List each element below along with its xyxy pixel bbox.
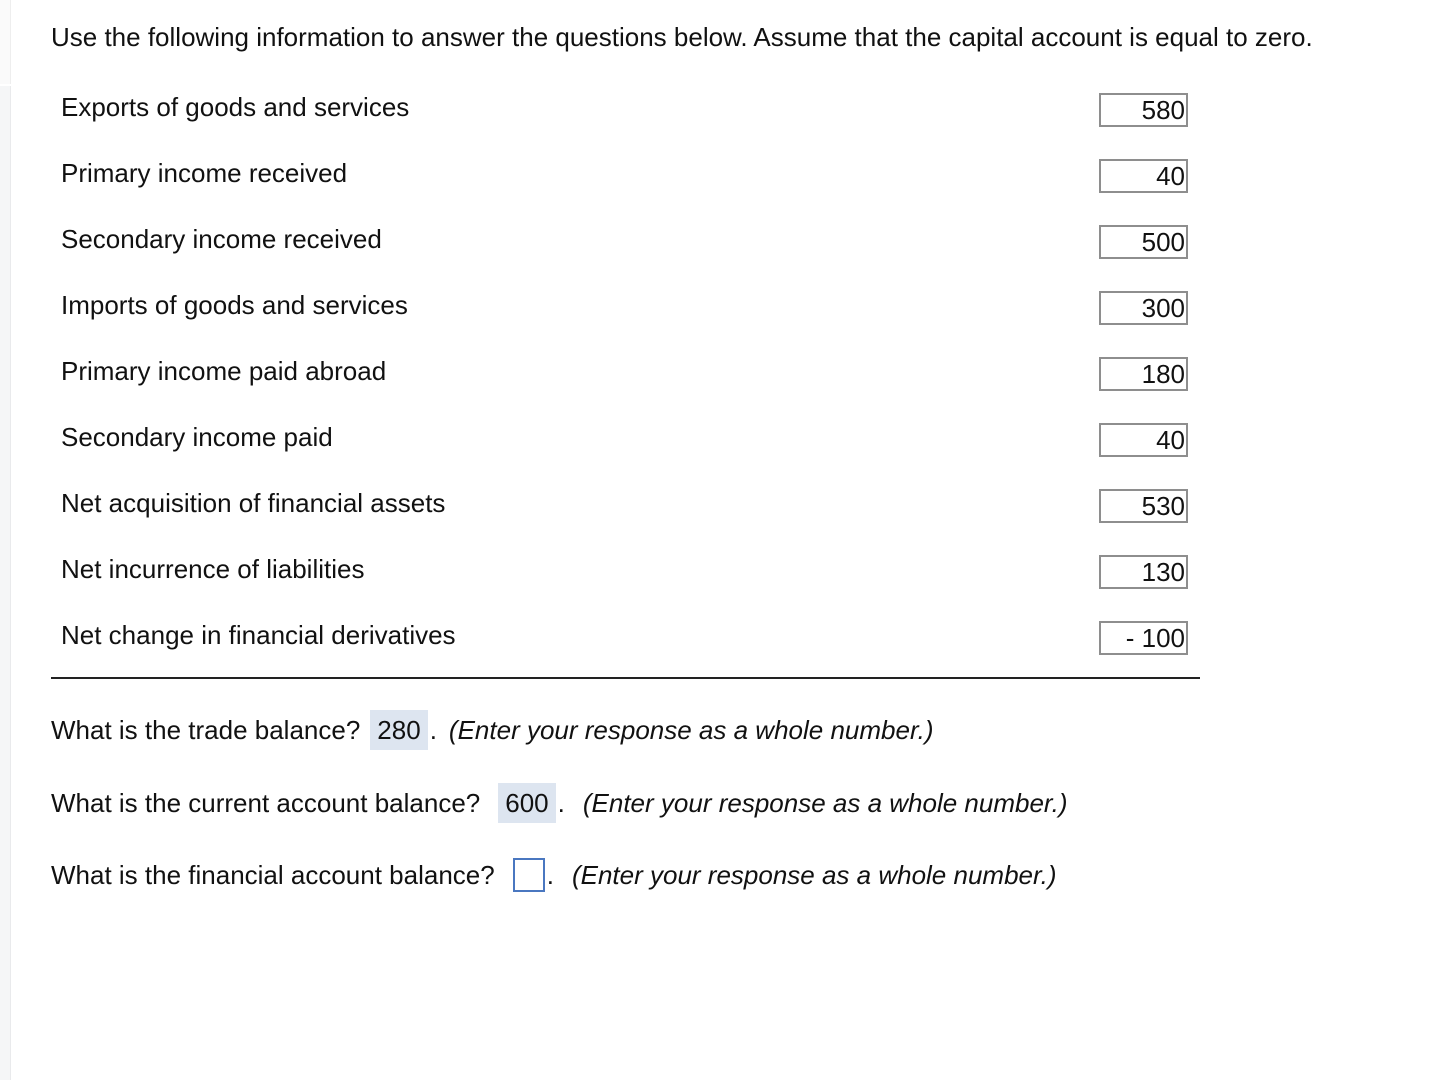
question-hint: (Enter your response as a whole number.) [571, 860, 1057, 890]
data-row-liabilities [61, 552, 1196, 592]
row-value: - 100 [1099, 621, 1188, 655]
instructions-text: Use the following information to answer the questions below. Assume that the capital account is equal to zero. [51, 22, 1313, 52]
row-label: Imports of goods and services [61, 290, 408, 320]
row-label: Primary income paid abroad [61, 356, 387, 386]
row-label: Primary income received [61, 158, 348, 188]
row-value: 300 [1099, 291, 1188, 325]
question-current-account [51, 783, 1067, 823]
question-financial-account [51, 858, 1057, 892]
row-label: Net incurrence of liabilities [61, 554, 365, 584]
row-value: 500 [1099, 225, 1188, 259]
data-row-secondary-income-received [61, 222, 1196, 262]
row-value: 130 [1099, 555, 1188, 589]
question-text: What is the financial account balance? [51, 860, 495, 890]
question-trade-balance [51, 710, 934, 750]
row-value: 40 [1099, 423, 1188, 457]
answer-financial-account-input[interactable] [513, 858, 545, 892]
section-divider [51, 677, 1200, 679]
question-text: What is the current account balance? [51, 788, 481, 818]
row-value: 180 [1099, 357, 1188, 391]
row-value: 580 [1099, 93, 1188, 127]
question-text: What is the trade balance? [51, 715, 361, 745]
row-label: Secondary income paid [61, 422, 333, 452]
data-row-imports [61, 288, 1196, 328]
row-label: Exports of goods and services [61, 92, 410, 122]
row-value: 530 [1099, 489, 1188, 523]
question-period: . [557, 788, 565, 818]
row-label: Net acquisition of financial assets [61, 488, 446, 518]
question-hint: (Enter your response as a whole number.) [448, 715, 934, 745]
row-label: Net change in financial derivatives [61, 620, 456, 650]
data-row-secondary-income-paid [61, 420, 1196, 460]
data-row-financial-assets [61, 486, 1196, 526]
data-row-primary-income-received [61, 156, 1196, 196]
question-period: . [429, 715, 437, 745]
data-row-primary-income-paid [61, 354, 1196, 394]
answer-current-account[interactable]: 600 [498, 783, 555, 823]
data-row-exports [61, 90, 1196, 130]
row-value: 40 [1099, 159, 1188, 193]
question-period: . [546, 860, 554, 890]
answer-trade-balance[interactable]: 280 [370, 710, 427, 750]
question-hint: (Enter your response as a whole number.) [582, 788, 1068, 818]
data-row-derivatives [61, 618, 1196, 658]
row-label: Secondary income received [61, 224, 382, 254]
